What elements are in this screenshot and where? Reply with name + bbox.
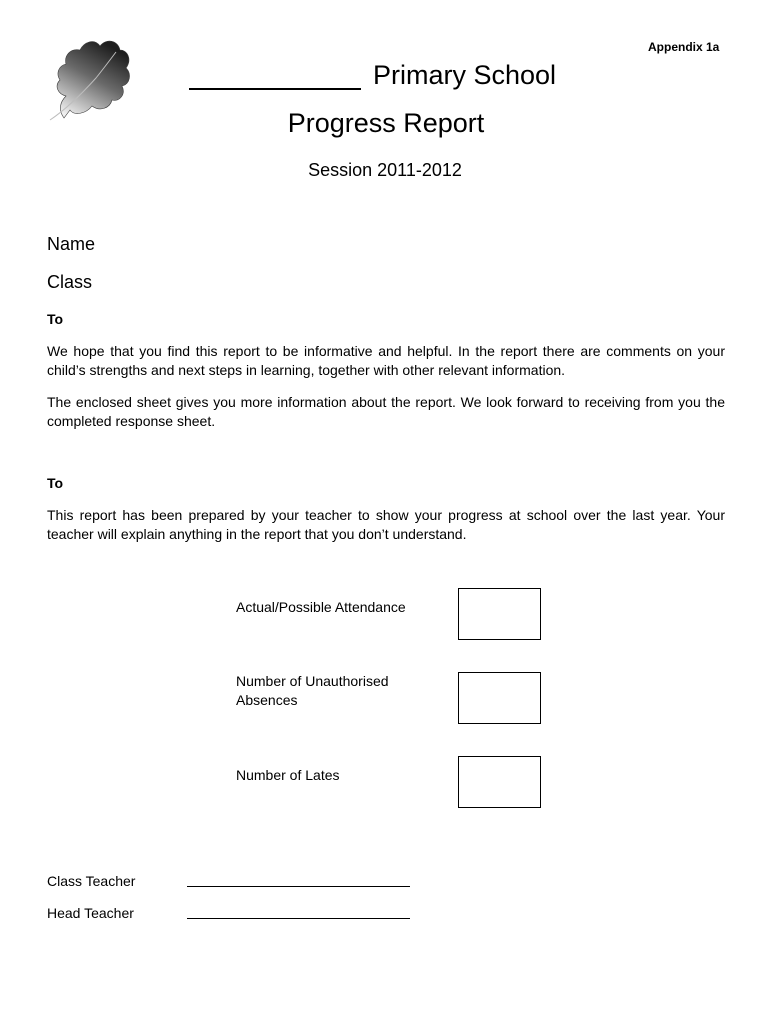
report-title-text: Progress Report [287, 108, 485, 138]
parents-paragraph-1: We hope that you find this report to be informative and helpful. In the report there are comments on your child’s strengths and next steps in learning, together with other relevant information. [47, 343, 725, 378]
lates-label: Number of Lates [236, 767, 340, 783]
class-teacher-label: Class Teacher [47, 873, 136, 889]
parents-paragraph-2: The enclosed sheet gives you more information about the report. We look forward to receiving from you the completed response sheet. [47, 394, 725, 429]
class-label: Class [47, 272, 93, 292]
head-teacher-signature-line [187, 918, 410, 919]
head-teacher-label: Head Teacher [47, 905, 134, 921]
school-name-line [189, 60, 556, 90]
unauthorised-absences-box [458, 672, 541, 724]
to-pupil-label: To [47, 475, 64, 491]
report-title [0, 108, 770, 139]
attendance-box [458, 588, 541, 640]
school-name-blank [189, 60, 361, 90]
school-title: Primary School [373, 60, 557, 90]
to-parents-label: To [47, 311, 64, 327]
appendix-label: Appendix 1a [648, 40, 720, 54]
class-teacher-signature-line [187, 886, 410, 887]
attendance-label: Actual/Possible Attendance [236, 599, 406, 615]
lates-box [458, 756, 541, 808]
unauthorised-absences-label: Number of Unauthorised Absences [236, 673, 389, 708]
pupil-paragraph-1: This report has been prepared by your teacher to show your progress at school over the last year. Your teacher will explain anything in the report that you don’t understand. [47, 507, 725, 542]
name-label: Name [47, 234, 96, 254]
session-label: Session 2011-2012 [308, 160, 462, 180]
